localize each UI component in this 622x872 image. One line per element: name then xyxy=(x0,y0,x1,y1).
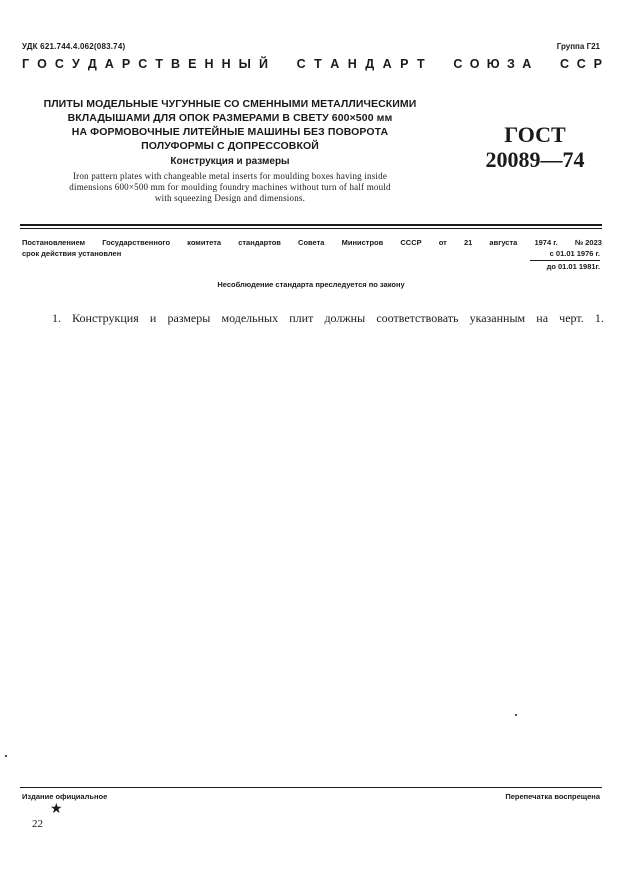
decree-word: № 2023 xyxy=(574,238,602,247)
banner-letter: О xyxy=(469,57,480,71)
para-word: на xyxy=(536,311,549,325)
reprint-prohibited-label: Перепечатка воспрещена xyxy=(505,792,600,801)
decree-word: 1974 г. xyxy=(534,238,558,247)
banner-letter: З xyxy=(507,57,515,71)
state-standard-banner xyxy=(22,57,602,71)
decree-word: комитета xyxy=(187,238,222,247)
page-number: 22 xyxy=(32,818,43,830)
banner-letter: Д xyxy=(87,57,97,71)
official-edition-label: Издание официальное xyxy=(22,792,108,801)
title-ru-line: ПОЛУФОРМЫ С ДОПРЕССОВКОЙ xyxy=(141,140,319,152)
banner-letter: Ю xyxy=(486,57,500,71)
banner-letter: А xyxy=(382,57,392,71)
decree-word: стандартов xyxy=(238,238,281,247)
banner-letter: О xyxy=(37,57,47,71)
banner-letter: С xyxy=(576,57,586,71)
decree-word: Министров xyxy=(341,238,384,247)
banner-letter: Г xyxy=(22,57,30,71)
para-word: 1. xyxy=(594,311,604,325)
banner-letter: А xyxy=(104,57,114,71)
banner-word-ssr xyxy=(560,57,602,71)
title-ru-line: ВКЛАДЫШАМИ ДЛЯ ОПОК РАЗМЕРАМИ В СВЕТУ 600×500 мм xyxy=(67,112,393,124)
para-word: и xyxy=(149,311,157,325)
validity-from-date: с 01.01 1976 г. xyxy=(549,249,600,258)
para-word: черт. xyxy=(559,311,584,325)
gost-number: 20089—74 xyxy=(485,147,585,172)
banner-letter: С xyxy=(559,57,569,71)
banner-letter: Д xyxy=(365,57,375,71)
decree-word: от xyxy=(438,238,447,247)
paragraph-1 xyxy=(52,311,604,326)
para-word: 1. xyxy=(52,311,61,325)
banner-letter: У xyxy=(72,57,80,71)
banner-word-standart xyxy=(297,57,425,71)
scan-speck xyxy=(5,755,7,757)
banner-letter: С xyxy=(296,57,306,71)
banner-letter: Т xyxy=(155,57,163,71)
banner-letter: А xyxy=(522,57,532,71)
para-word: размеры xyxy=(167,311,211,325)
validity-label: срок действия установлен xyxy=(22,249,122,258)
validity-to-date: до 01.01 1981г. xyxy=(530,260,600,271)
standard-title-block xyxy=(18,97,442,204)
star-icon: ★ xyxy=(50,800,63,816)
udk-code: УДК 621.744.4.062(083.74) xyxy=(22,42,126,51)
banner-letter: Й xyxy=(258,57,268,71)
gost-designation xyxy=(460,123,610,173)
banner-letter: Ы xyxy=(238,57,251,71)
decree-word: Постановлением xyxy=(22,238,86,247)
header-divider-thick xyxy=(20,224,602,226)
para-word: соответствовать xyxy=(376,311,459,325)
decree-word: СССР xyxy=(400,238,422,247)
banner-letter: С xyxy=(54,57,64,71)
decree-word: 21 xyxy=(463,238,473,247)
para-word: указанным xyxy=(469,311,526,325)
para-word: должны xyxy=(324,311,366,325)
gost-label: ГОСТ xyxy=(504,122,566,147)
header-divider-thin xyxy=(20,228,602,229)
title-russian xyxy=(18,97,442,153)
banner-letter: Е xyxy=(188,57,197,71)
banner-letter: С xyxy=(453,57,463,71)
title-ru-line: НА ФОРМОВОЧНЫЕ ЛИТЕЙНЫЕ МАШИНЫ БЕЗ ПОВОРОТА xyxy=(71,126,389,138)
para-word: модельных xyxy=(221,311,279,325)
group-code: Группа Г21 xyxy=(556,42,600,51)
banner-word-gosudarstvenny xyxy=(22,57,268,71)
title-english xyxy=(18,171,442,204)
banner-letter: Р xyxy=(593,57,602,71)
subtitle-russian: Конструкция и размеры xyxy=(170,156,290,167)
title-en-line: Iron pattern plates with changeable metal inserts for moulding boxes having inside xyxy=(72,171,388,181)
decree-word: августа xyxy=(489,238,518,247)
title-en-line: with squeezing Design and dimensions. xyxy=(154,193,306,203)
para-word: Конструкция xyxy=(72,311,139,325)
banner-letter: Н xyxy=(204,57,214,71)
title-en-line: dimensions 600×500 mm for moulding foundry machines without turn of half mould xyxy=(69,182,391,192)
banner-letter: С xyxy=(138,57,148,71)
decree-word: Совета xyxy=(298,238,325,247)
banner-letter: В xyxy=(171,57,181,71)
legal-notice: Несоблюдение стандарта преследуется по закону xyxy=(217,280,405,289)
para-word: плит xyxy=(289,311,314,325)
decree-line xyxy=(22,238,602,247)
banner-letter: А xyxy=(330,57,340,71)
banner-letter: Н xyxy=(347,57,357,71)
banner-word-soyuza xyxy=(453,57,531,71)
decree-word: Государственного xyxy=(102,238,171,247)
banner-letter: Р xyxy=(400,57,409,71)
title-ru-line: ПЛИТЫ МОДЕЛЬНЫЕ ЧУГУННЫЕ СО СМЕННЫМИ МЕТАЛЛИЧЕСКИМИ xyxy=(43,98,417,110)
footer-divider xyxy=(20,787,602,788)
banner-letter: Т xyxy=(416,57,425,71)
banner-letter: Т xyxy=(314,57,322,71)
scan-speck xyxy=(515,714,517,716)
banner-letter: Н xyxy=(221,57,231,71)
banner-letter: Р xyxy=(121,57,131,71)
